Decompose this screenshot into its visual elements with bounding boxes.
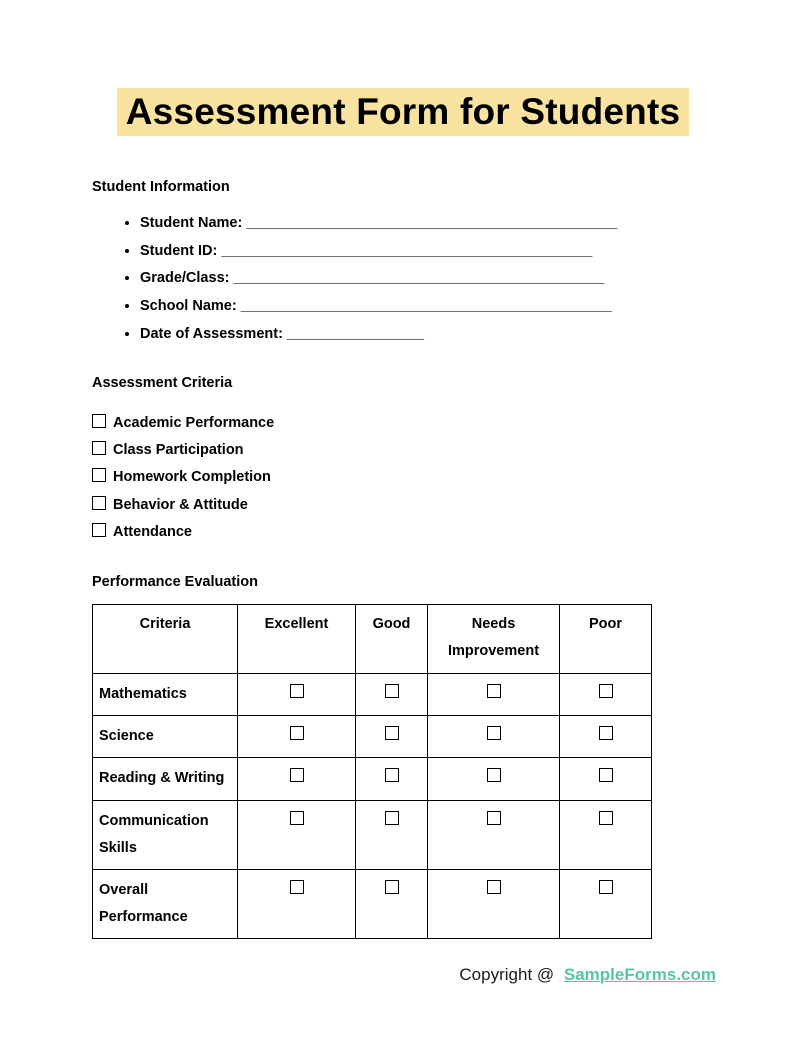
checkbox-unchecked-icon[interactable]	[385, 880, 399, 894]
field-blank-line: ______________________________________________	[240, 298, 612, 315]
field-label: Student Name:	[140, 215, 243, 231]
rating-cell	[428, 673, 560, 715]
criteria-checklist	[92, 410, 716, 547]
field-blank-line: ______________________________________________	[246, 215, 618, 231]
rating-cell	[428, 757, 560, 800]
rating-cell	[238, 673, 356, 715]
student-field-item	[140, 210, 716, 238]
student-field-item	[140, 265, 716, 293]
rating-cell	[356, 800, 428, 869]
table-row	[93, 869, 652, 938]
performance-evaluation-heading: Performance Evaluation	[92, 573, 258, 590]
checkbox-unchecked-icon[interactable]	[487, 726, 501, 740]
footer	[0, 965, 806, 985]
checkbox-unchecked-icon[interactable]	[599, 880, 613, 894]
checkbox-unchecked-icon[interactable]	[385, 811, 399, 825]
student-field-item	[140, 293, 716, 321]
row-criteria-label: Mathematics	[93, 673, 238, 715]
row-criteria-label: Overall Performance	[93, 869, 238, 938]
rating-cell	[356, 869, 428, 938]
checkbox-unchecked-icon[interactable]	[290, 726, 304, 740]
checkbox-unchecked-icon[interactable]	[92, 523, 106, 537]
criteria-item	[92, 437, 716, 464]
table-row	[93, 715, 652, 757]
rating-cell	[238, 869, 356, 938]
checkbox-unchecked-icon[interactable]	[290, 811, 304, 825]
row-criteria-label: Communication Skills	[93, 800, 238, 869]
table-column-header: Poor	[560, 604, 652, 673]
checkbox-unchecked-icon[interactable]	[92, 441, 106, 455]
field-label: Student ID:	[140, 242, 218, 259]
rating-cell	[356, 673, 428, 715]
rating-cell	[560, 673, 652, 715]
table-row	[93, 757, 652, 800]
rating-cell	[428, 869, 560, 938]
checkbox-unchecked-icon[interactable]	[290, 768, 304, 782]
rating-cell	[560, 869, 652, 938]
page-title: Assessment Form for Students	[117, 88, 690, 136]
checkbox-unchecked-icon[interactable]	[290, 684, 304, 698]
criteria-item	[92, 519, 716, 546]
checkbox-unchecked-icon[interactable]	[599, 684, 613, 698]
field-label: Date of Assessment:	[140, 325, 283, 342]
checkbox-unchecked-icon[interactable]	[599, 726, 613, 740]
rating-cell	[560, 800, 652, 869]
criteria-label: Class Participation	[113, 441, 244, 458]
criteria-item	[92, 410, 716, 437]
table-column-header: Good	[356, 604, 428, 673]
criteria-label: Homework Completion	[113, 469, 271, 486]
field-blank-line: _________________	[286, 325, 425, 342]
student-field-item	[140, 321, 716, 349]
criteria-label: Attendance	[113, 524, 192, 541]
checkbox-unchecked-icon[interactable]	[599, 768, 613, 782]
table-body	[93, 673, 652, 938]
table-column-header: Criteria	[93, 604, 238, 673]
rating-cell	[428, 800, 560, 869]
checkbox-unchecked-icon[interactable]	[385, 768, 399, 782]
assessment-criteria-heading: Assessment Criteria	[92, 374, 233, 391]
rating-cell	[356, 715, 428, 757]
field-blank-line: ______________________________________________	[233, 270, 605, 287]
checkbox-unchecked-icon[interactable]	[487, 811, 501, 825]
rating-cell	[560, 715, 652, 757]
rating-cell	[356, 757, 428, 800]
student-information-heading: Student Information	[92, 179, 230, 195]
copyright-text: Copyright @	[459, 964, 555, 984]
student-fields	[92, 210, 716, 349]
performance-evaluation-table	[92, 604, 652, 939]
field-blank-line: ______________________________________________	[221, 242, 593, 259]
checkbox-unchecked-icon[interactable]	[487, 768, 501, 782]
table-header-row	[93, 604, 652, 673]
sampleforms-link[interactable]: SampleForms.com	[563, 964, 716, 984]
criteria-item	[92, 464, 716, 491]
rating-cell	[238, 715, 356, 757]
table-row	[93, 673, 652, 715]
table-column-header: Needs Improvement	[428, 604, 560, 673]
row-criteria-label: Reading & Writing	[93, 757, 238, 800]
rating-cell	[238, 757, 356, 800]
document-content	[0, 178, 806, 939]
field-label: Grade/Class:	[140, 270, 230, 287]
table-column-header: Excellent	[238, 604, 356, 673]
title-row	[0, 0, 806, 136]
checkbox-unchecked-icon[interactable]	[385, 726, 399, 740]
checkbox-unchecked-icon[interactable]	[599, 811, 613, 825]
rating-cell	[560, 757, 652, 800]
checkbox-unchecked-icon[interactable]	[92, 468, 106, 482]
criteria-label: Academic Performance	[113, 414, 275, 431]
rating-cell	[238, 800, 356, 869]
checkbox-unchecked-icon[interactable]	[92, 496, 106, 510]
checkbox-unchecked-icon[interactable]	[487, 880, 501, 894]
checkbox-unchecked-icon[interactable]	[290, 880, 304, 894]
table-row	[93, 800, 652, 869]
student-field-item	[140, 238, 716, 266]
field-label: School Name:	[140, 298, 237, 315]
checkbox-unchecked-icon[interactable]	[92, 414, 106, 428]
rating-cell	[428, 715, 560, 757]
checkbox-unchecked-icon[interactable]	[487, 684, 501, 698]
criteria-label: Behavior & Attitude	[113, 496, 248, 513]
criteria-item	[92, 492, 716, 519]
row-criteria-label: Science	[93, 715, 238, 757]
checkbox-unchecked-icon[interactable]	[385, 684, 399, 698]
